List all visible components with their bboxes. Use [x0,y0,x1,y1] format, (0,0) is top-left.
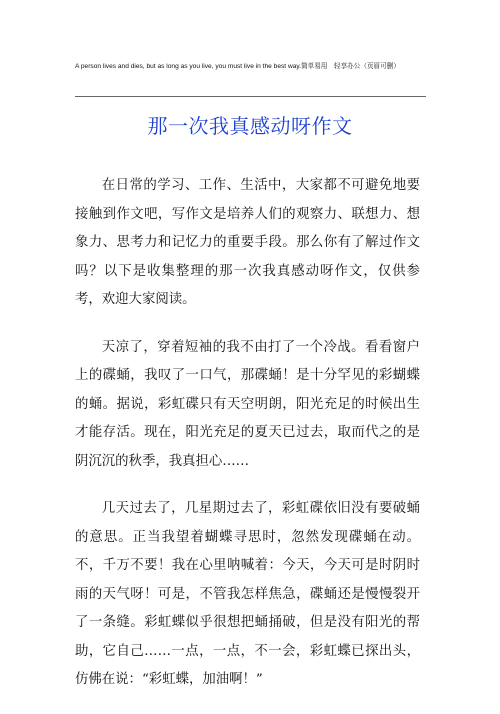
header-divider [75,96,426,97]
page-header: A person lives and dies, but as long as you live, you must live in the best way.简单易用 轻享办公（页眉可删） [75,63,400,70]
paragraph-2: 天凉了，穿着短袖的我不由打了一个冷战。看看窗户上的碟蛹，我叹了一口气，那碟蛹！是十分罕见的彩蝴蝶的蛹。据说，彩虹碟只有天空明朗，阳光充足的时候出生才能存活。现在，阳光充足的夏天已过去，取而代之的是阴沉沉的秋季，我真担心…… [75,339,420,469]
paragraph-3: 几天过去了，几星期过去了，彩虹碟依旧没有要破蛹的意思。正当我望着蝴蝶寻思时，忽然发现碟蛹在动。不，千万不要！我在心里呐喊着：今天，今天可是时阴时雨的天气呀！可是，不管我怎样焦急，碟蛹还是慢慢裂开了一条缝。彩虹蝶似乎很想把蛹捅破，但是没有阳光的帮助，它自己……一点，一点，不一会，彩虹蝶已探出头，仿佛在说：“彩虹蝶，加油啊！” [75,501,420,687]
document-title: 那一次我真感动呀作文 [147,114,353,138]
paragraph-1: 在日常的学习、工作、生活中，大家都不可避免地要接触到作文吧，写作文是培养人们的观察力、联想力、想象力、思考力和记忆力的重要手段。那么你有了解过作文吗？以下是收集整理的那一次我真感动呀作文，仅供参考，欢迎大家阅读。 [75,178,420,307]
document-body [75,172,420,714]
